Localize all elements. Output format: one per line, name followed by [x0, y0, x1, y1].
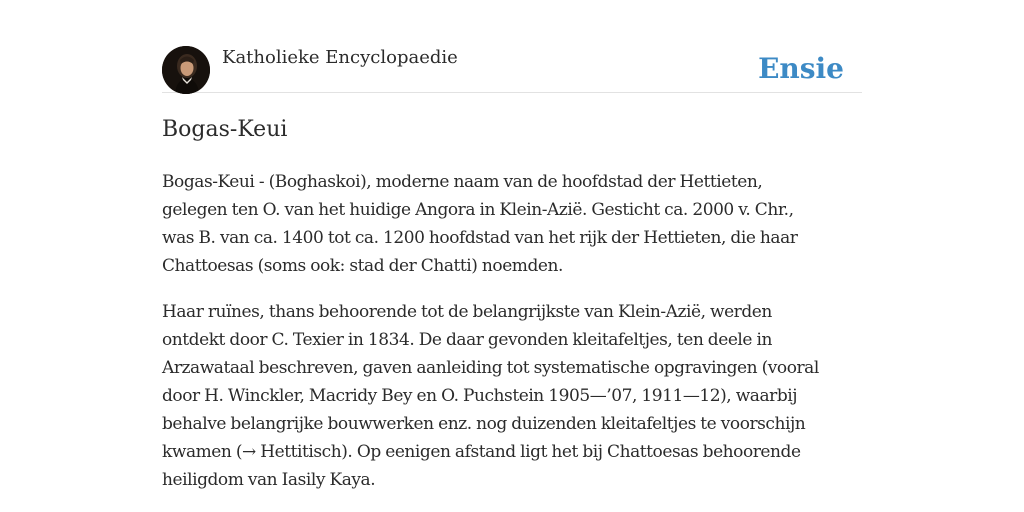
text-line: Bogas-Keui - (Boghaskoi), moderne naam van de hoofdstad der Hettieten,: [162, 172, 763, 192]
paragraph: [162, 298, 862, 494]
text-line: kwamen (→ Hettitisch). Op eenigen afstand ligt het bij Chattoesas behoorende: [162, 442, 801, 462]
text-line: Arzawataal beschreven, gaven aanleiding tot systematische opgravingen (vooral: [162, 358, 819, 378]
text-line: was B. van ca. 1400 tot ca. 1200 hoofdstad van het rijk der Hettieten, die haar: [162, 228, 798, 248]
brand-logo[interactable]: Ensie: [758, 52, 844, 85]
text-line: Chattoesas (soms ook: stad der Chatti) noemden.: [162, 256, 563, 276]
portrait-avatar-graphic: [162, 46, 210, 94]
text-line: gelegen ten O. van het huidige Angora in Klein-Azië. Gesticht ca. 2000 v. Chr.,: [162, 200, 794, 220]
paragraph: [162, 168, 862, 280]
text-line: Haar ruïnes, thans behoorende tot de belangrijkste van Klein-Azië, werden: [162, 302, 772, 322]
source-title[interactable]: Katholieke Encyclopaedie: [222, 47, 458, 68]
text-line: ontdekt door C. Texier in 1834. De daar gevonden kleitafeltjes, ten deele in: [162, 330, 772, 350]
header: [162, 46, 862, 93]
text-line: door H. Winckler, Macridy Bey en O. Puchstein 1905—’07, 1911—12), waarbij: [162, 386, 798, 406]
entry-body: [162, 168, 862, 512]
entry-title: Bogas-Keui: [162, 117, 288, 142]
text-line: behalve belangrijke bouwwerken enz. nog duizenden kleitafeltjes te voorschijn: [162, 414, 806, 434]
text-line: heiligdom van Iasily Kaya.: [162, 470, 376, 490]
portrait-avatar-icon[interactable]: [162, 46, 210, 94]
